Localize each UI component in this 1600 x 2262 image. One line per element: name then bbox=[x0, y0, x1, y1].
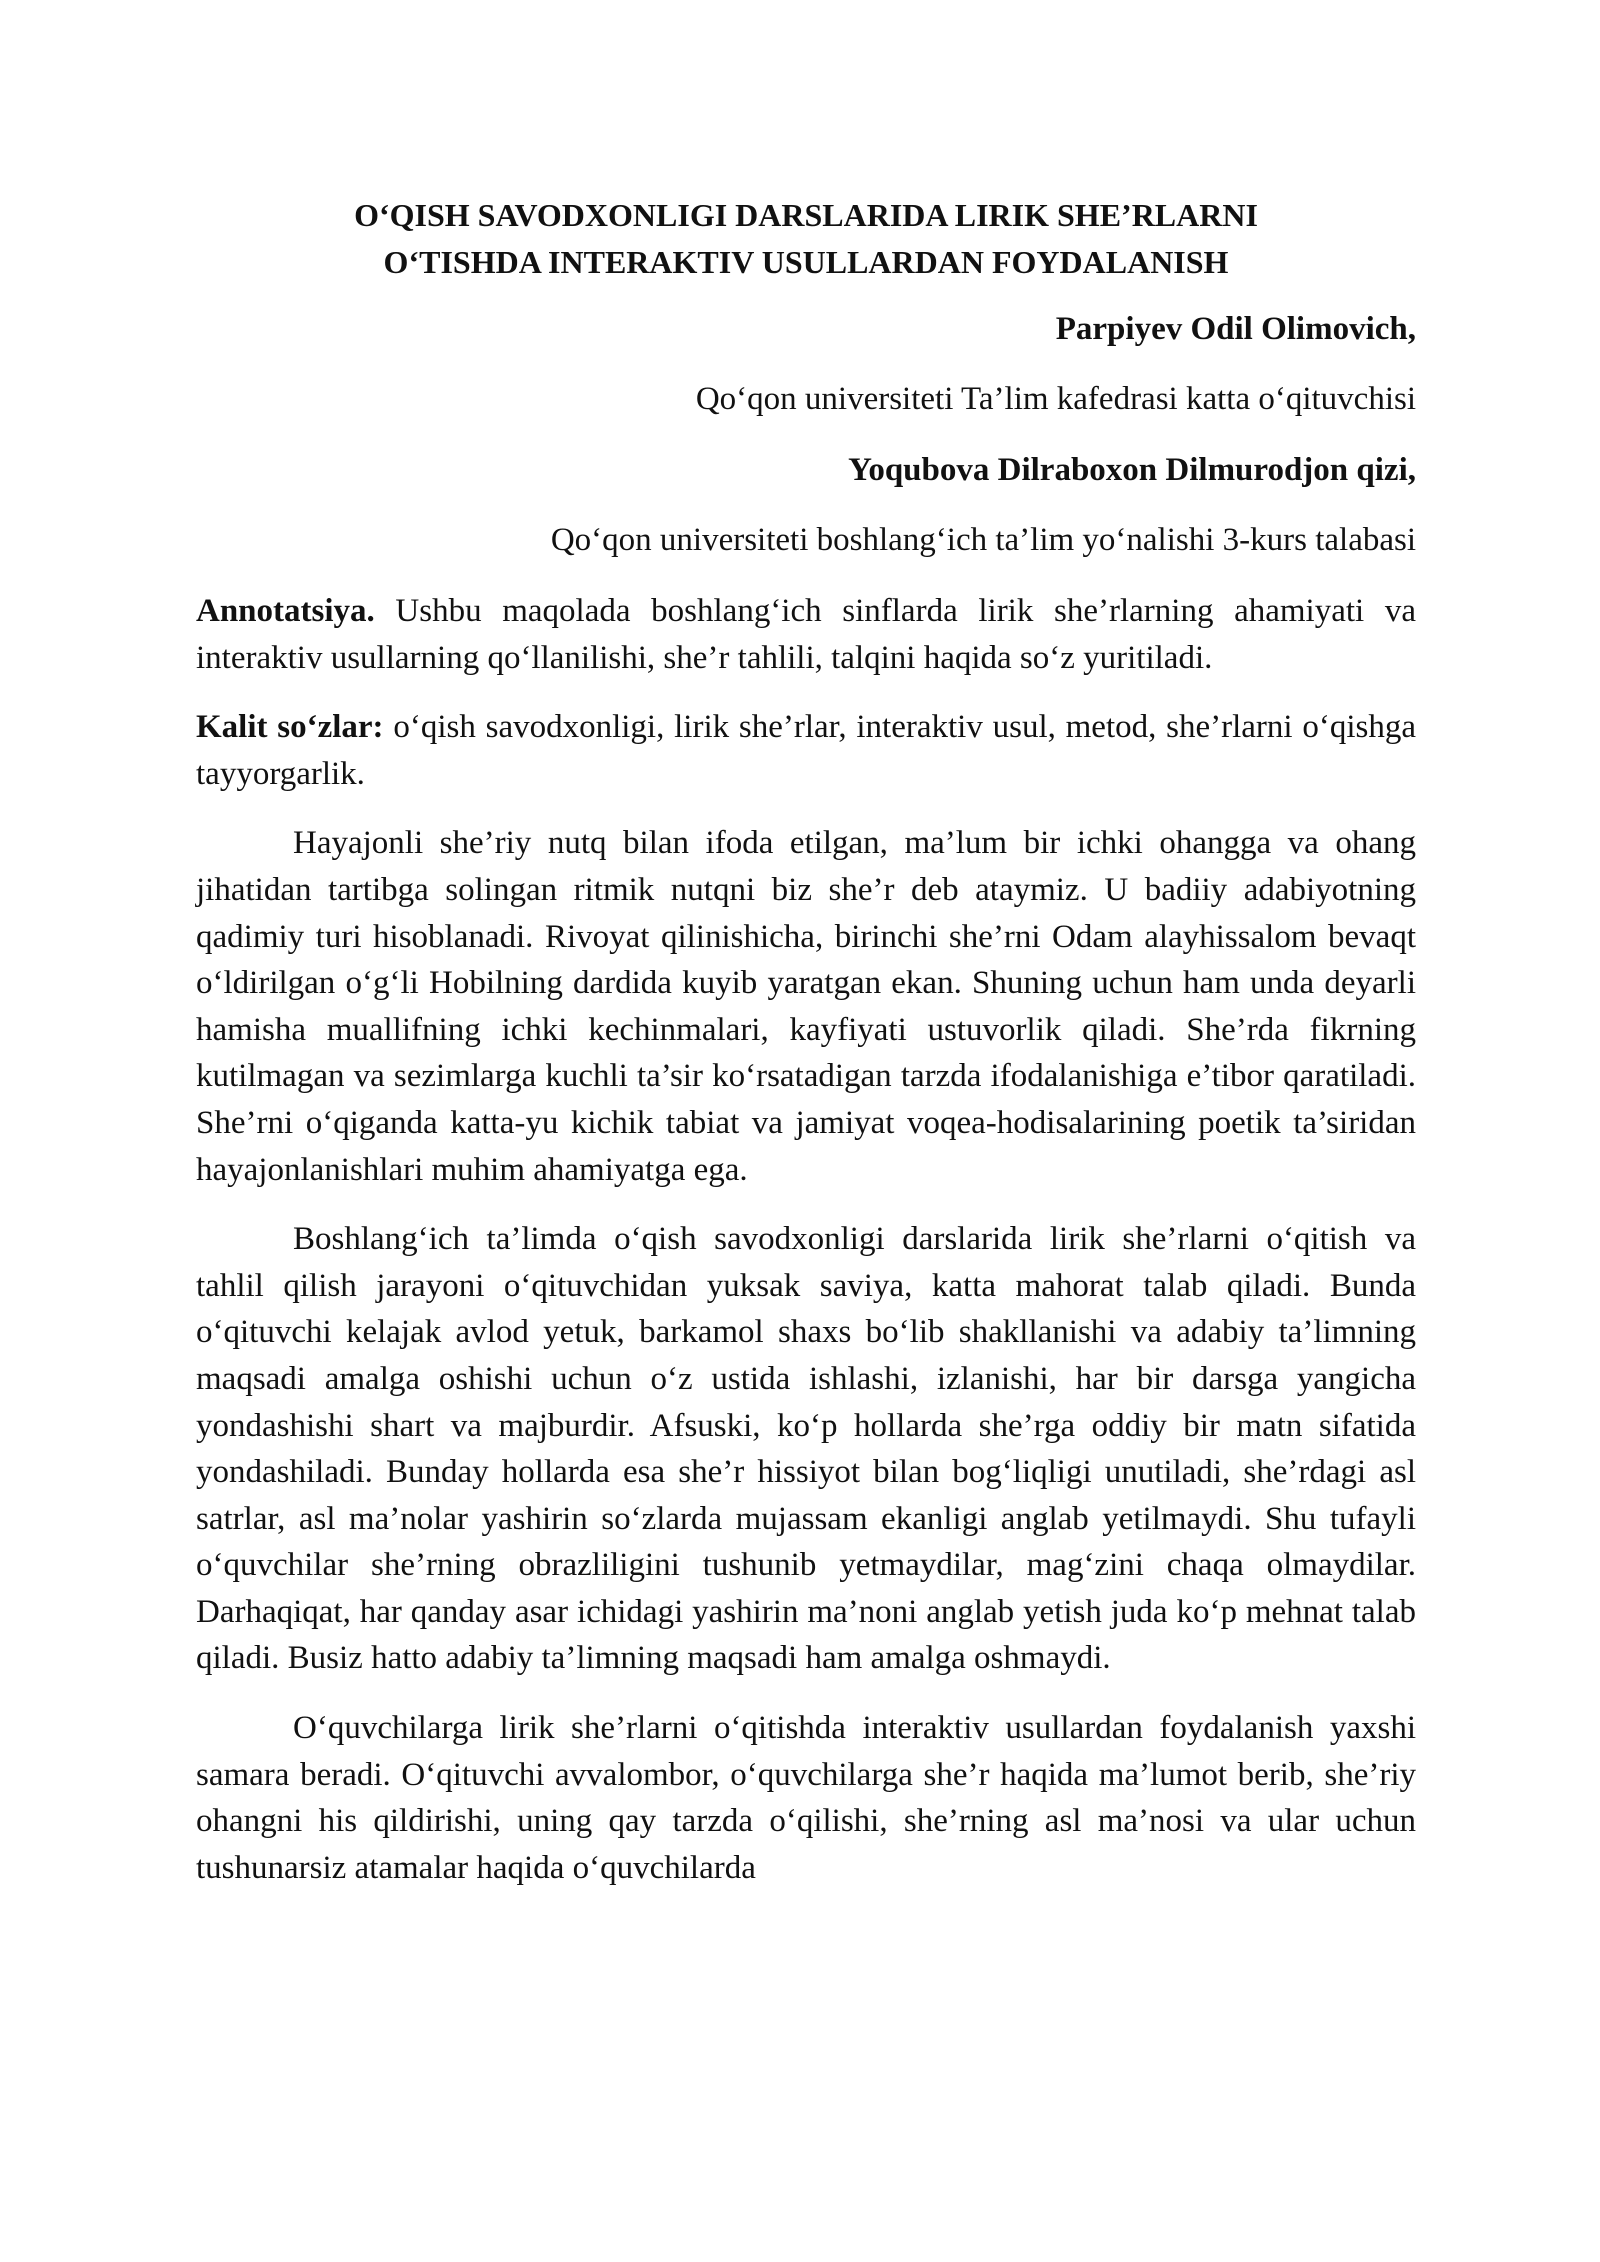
title-line-2: O‘TISHDA INTERAKTIV USULLARDAN FOYDALANISH bbox=[383, 244, 1229, 280]
article-title bbox=[196, 192, 1416, 286]
title-line-1: O‘QISH SAVODXONLIGI DARSLARIDA LIRIK SHE’RLARNI bbox=[354, 197, 1258, 233]
body-paragraph-2: Boshlang‘ich ta’limda o‘qish savodxonligi darslarida lirik she’rlarni o‘qitish va tahlil qilish jarayoni o‘qituvchidan yuksak saviya, katta mahorat talab qiladi. Bunda o‘qituvchi kelajak avlod yetuk, barkamol shaxs bo‘lib shakllanishi va adabiy ta’limning maqsadi amalga oshishi uchun o‘z ustida ishlashi, izlanishi, har bir darsga yangicha yondashishi shart va majburdir. Afsuski, ko‘p hollarda she’rga oddiy bir matn sifatida yondashiladi. Bunday hollarda esa she’r hissiyot bilan bog‘liqligi unutiladi, she’rdagi asl satrlar, asl ma’nolar yashirin so‘zlarda mujassam ekanligi anglab yetilmaydi. Shu tufayli o‘quvchilar she’rning obrazliligini tushunib yetmaydilar, mag‘zini chaqa olmaydilar. Darhaqiqat, har qanday asar ichidagi yashirin ma’noni anglab yetish juda ko‘p mehnat talab qiladi. Busiz hatto adabiy ta’limning maqsadi ham amalga oshmaydi. bbox=[196, 1221, 1416, 1677]
author-name-1: Parpiyev Odil Olimovich, bbox=[1055, 311, 1416, 347]
body-paragraph-3: O‘quvchilarga lirik she’rlarni o‘qitishda interaktiv usullardan foydalanish yaxshi samara beradi. O‘qituvchi avvalombor, o‘quvchilarga she’r haqida ma’lumot berib, she’riy ohangni his qildirishi, uning qay tarzda o‘qilishi, she’rning asl ma’nosi va ular uchun tushunarsiz atamalar haqida o‘quvchilarda bbox=[196, 1710, 1416, 1886]
body-paragraph-1: Hayajonli she’riy nutq bilan ifoda etilgan, ma’lum bir ichki ohangga va ohang jihatidan tartibga solingan ritmik nutqni biz she’r deb ataymiz. U badiiy adabiyotning qadimiy turi hisoblanadi. Rivoyat qilinishicha, birinchi she’rni Odam alayhissalom bevaqt o‘ldirilgan o‘g‘li Hobilning dardida kuyib yaratgan ekan. Shuning uchun ham unda deyarli hamisha muallifning ichki kechinmalari, kayfiyati ustuvorlik qiladi. She’rda fikrning kutilmagan va sezimlarga kuchli ta’sir ko‘rsatadigan tarzda ifodalanishiga e’tibor qaratiladi. She’rni o‘qiganda katta-yu kichik tabiat va jamiyat voqea-hodisalarining poetik ta’siridan hayajonlanishlari muhim ahamiyatga ega. bbox=[196, 825, 1416, 1188]
keywords-label: Kalit so‘zlar: bbox=[196, 709, 384, 746]
abstract-text: Ushbu maqolada boshlang‘ich sinflarda lirik she’rlarning ahamiyati va interaktiv usullarning qo‘llanilishi, she’r tahlili, talqini haqida so‘z yuritiladi. bbox=[196, 593, 1416, 676]
abstract bbox=[196, 588, 1416, 681]
keywords-text: o‘qish savodxonligi, lirik she’rlar, interaktiv usul, metod, she’rlarni o‘qishga tayyorgarlik. bbox=[196, 709, 1417, 792]
author-name-2: Yoqubova Dilraboxon Dilmurodjon qizi, bbox=[848, 452, 1416, 488]
abstract-label: Annotatsiya. bbox=[196, 593, 375, 629]
author-affiliation-1: Qo‘qon universiteti Ta’lim kafedrasi katta o‘qituvchisi bbox=[695, 381, 1416, 417]
author-affiliation-2: Qo‘qon universiteti boshlang‘ich ta’lim yo‘nalishi 3-kurs talabasi bbox=[550, 522, 1416, 558]
keywords bbox=[196, 704, 1416, 797]
page-content bbox=[196, 192, 1416, 1891]
